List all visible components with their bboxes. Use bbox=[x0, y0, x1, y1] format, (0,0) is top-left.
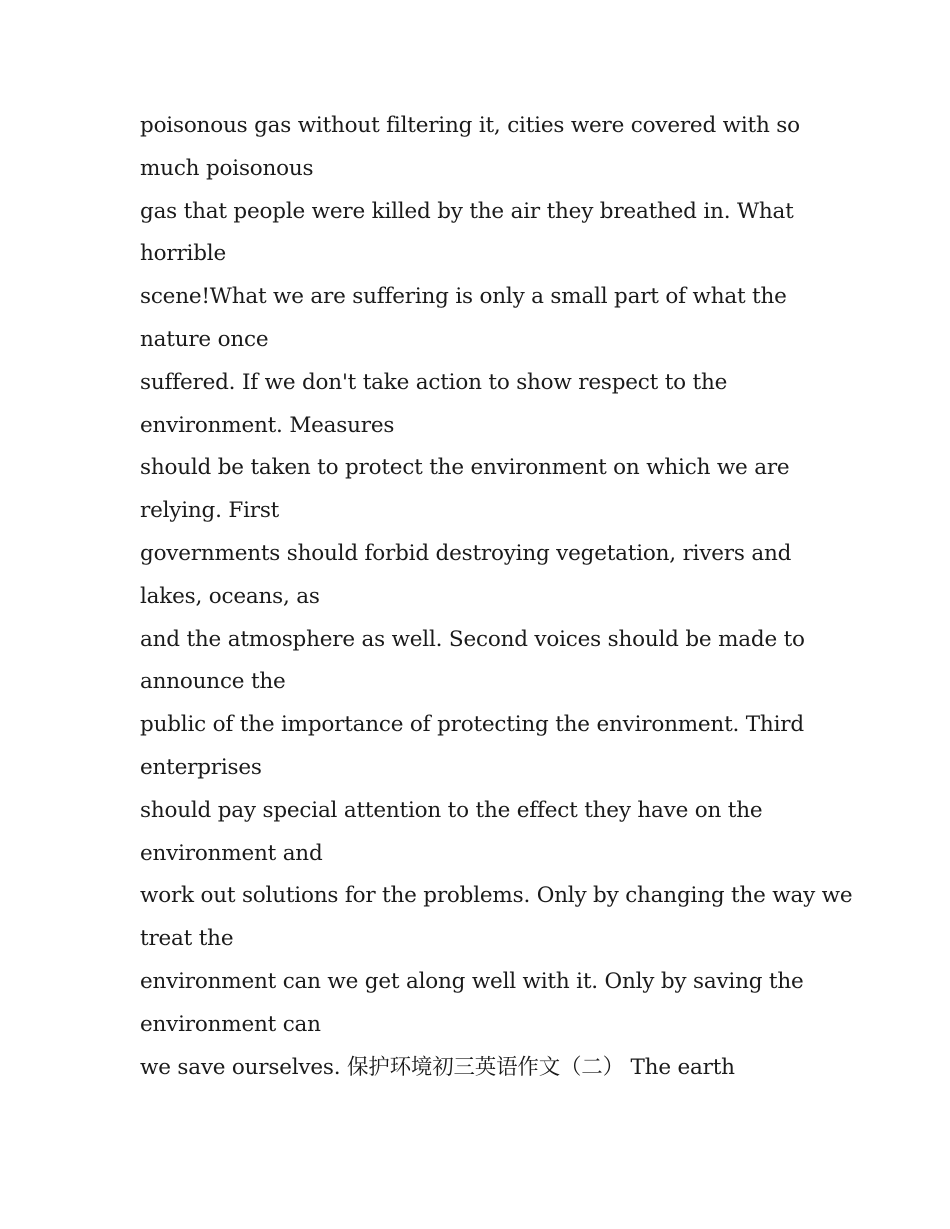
text-line: lakes, oceans, as bbox=[140, 583, 320, 609]
text-line: environment can bbox=[140, 1011, 321, 1037]
text-line: enterprises bbox=[140, 754, 262, 780]
text-line: environment and bbox=[140, 840, 323, 866]
text-line: environment can we get along well with it. Only by saving the bbox=[140, 968, 804, 994]
text-line: poisonous gas without filtering it, cities were covered with so bbox=[140, 113, 800, 138]
text-line: treat the bbox=[140, 926, 234, 952]
text-line: relying. First bbox=[140, 498, 280, 524]
text-line: we save ourselves. 保护环境初三英语作文（二） The earth bbox=[140, 1054, 735, 1080]
text-line: horrible bbox=[140, 241, 226, 267]
text-line: public of the importance of protecting the environment. Third bbox=[140, 712, 804, 738]
text-line: nature once bbox=[140, 326, 269, 352]
text-line: much poisonous bbox=[140, 155, 314, 181]
text-line: gas that people were killed by the air they breathed in. What bbox=[140, 198, 794, 224]
text-line: work out solutions for the problems. Only by changing the way we bbox=[140, 883, 853, 909]
text-line: scene!What we are suffering is only a small part of what the bbox=[140, 284, 787, 310]
text-line: should pay special attention to the effect they have on the bbox=[140, 797, 763, 823]
text-line: should be taken to protect the environment on which we are bbox=[140, 455, 790, 481]
text-line: announce the bbox=[140, 669, 286, 695]
text-line: suffered. If we don't take action to show respect to the bbox=[140, 369, 728, 395]
text-line: governments should forbid destroying vegetation, rivers and bbox=[140, 540, 792, 566]
text-line: environment. Measures bbox=[140, 412, 395, 438]
text-line: and the atmosphere as well. Second voices should be made to bbox=[140, 626, 805, 652]
body-text bbox=[140, 105, 853, 1089]
